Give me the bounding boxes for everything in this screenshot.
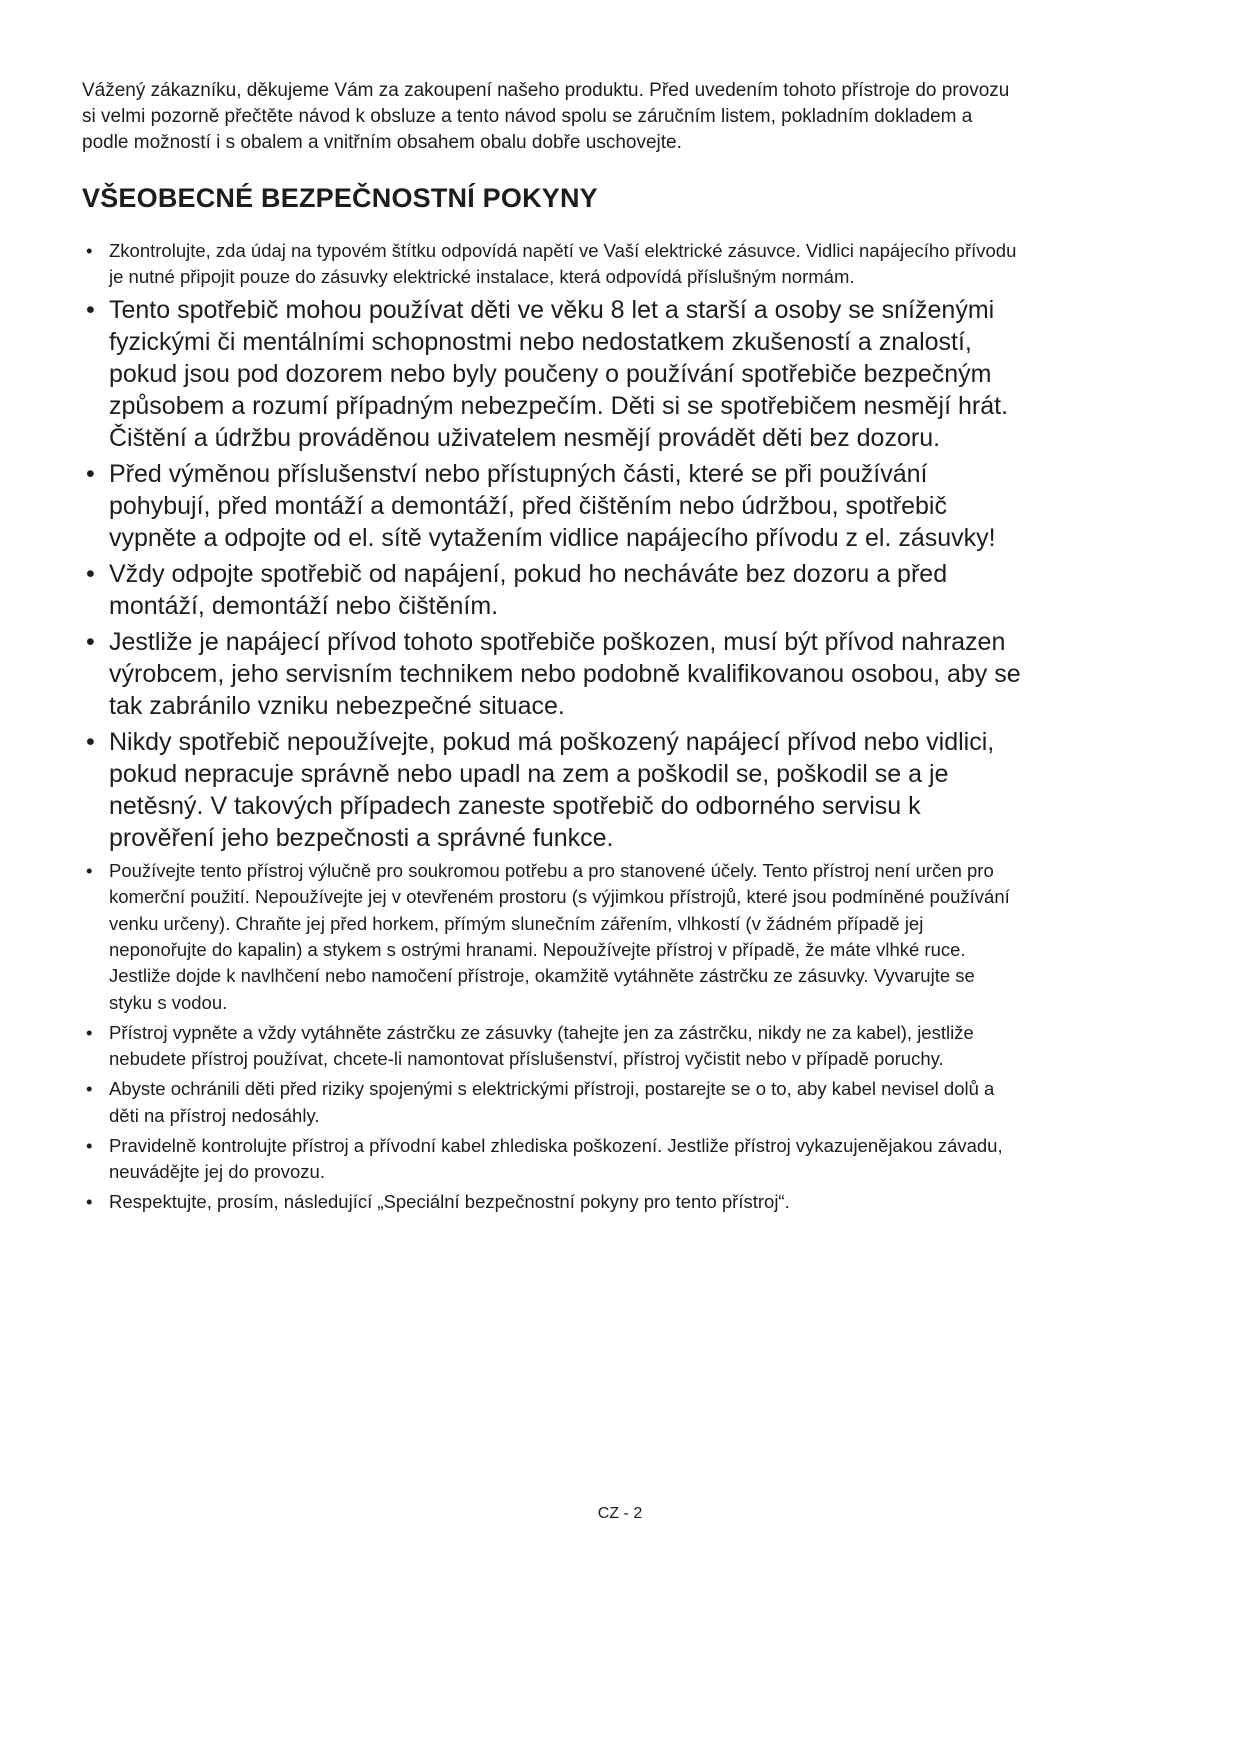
list-item: • Pravidelně kontrolujte přístroj a přívodní kabel zhlediska poškození. Jestliže přístroj vykazujenějakou závadu, neuvádějte jej do provozu. xyxy=(82,1133,1022,1186)
list-item: • Tento spotřebič mohou používat děti ve věku 8 let a starší a osoby se sníženými fyzickými či mentálními schopnostmi nebo nedostatkem zkušeností a znalostí, pokud jsou pod dozorem nebo byly poučeny o používání spotřebiče bezpečným způsobem a rozumí případným nebezpečím. Děti si se spotřebičem nesmějí hrát. Čištění a údržbu prováděnou uživatelem nesmějí provádět děti bez dozoru. xyxy=(82,294,1022,454)
safety-instructions-list xyxy=(82,238,1022,1216)
intro-paragraph: Vážený zákazníku, děkujeme Vám za zakoupení našeho produktu. Před uvedením tohoto přístroje do provozu si velmi pozorně přečtěte návod k obsluze a tento návod spolu se záručním listem, pokladním dokladem a podle možností i s obalem a vnitřním obsahem obalu dobře uschovejte. xyxy=(82,80,1010,154)
list-item: • Zkontrolujte, zda údaj na typovém štítku odpovídá napětí ve Vaší elektrické zásuvce. Vidlici napájecího přívodu je nutné připojit pouze do zásuvky elektrické instalace, která odpovídá příslušným normám. xyxy=(82,238,1022,291)
list-item: • Abyste ochránili děti před riziky spojenými s elektrickými přístroji, postarejte se o to, aby kabel nevisel dolů a děti na přístroj nedosáhly. xyxy=(82,1076,1022,1129)
list-item: • Používejte tento přístroj výlučně pro soukromou potřebu a pro stanovené účely. Tento přístroj není určen pro komerční použití. Nepoužívejte jej v otevřeném prostoru (s výjimkou přístrojů, které jsou podmíněné používání venku určeny). Chraňte jej před horkem, přímým slunečním zářením, vlhkostí (v žádném případě jej neponořujte do kapalin) a stykem s ostrými hranami. Nepoužívejte přístroj v případě, že máte vlhké ruce. Jestliže dojde k navlhčení nebo namočení přístroje, okamžitě vytáhněte zástrčku ze zásuvky. Vyvarujte se styku s vodou. xyxy=(82,858,1022,1016)
section-heading: VŠEOBECNÉ BEZPEČNOSTNÍ POKYNY xyxy=(82,182,598,213)
list-item: • Nikdy spotřebič nepoužívejte, pokud má poškozený napájecí přívod nebo vidlici, pokud nepracuje správně nebo upadl na zem a poškodil se, poškodil se a je netěsný. V takových případech zaneste spotřebič do odborného servisu k prověření jeho bezpečnosti a správné funkce. xyxy=(82,726,1022,854)
list-item: • Jestliže je napájecí přívod tohoto spotřebiče poškozen, musí být přívod nahrazen výrobcem, jeho servisním technikem nebo podobně kvalifikovanou osobou, aby se tak zabránilo vzniku nebezpečné situace. xyxy=(82,626,1022,722)
page-number: CZ - 2 xyxy=(597,1505,643,1522)
list-item: • Před výměnou příslušenství nebo přístupných části, které se při používání pohybují, před montáží a demontáží, před čištěním nebo údržbou, spotřebič vypněte a odpojte od el. sítě vytažením vidlice napájecího přívodu z el. zásuvky! xyxy=(82,458,1022,554)
list-item: • Vždy odpojte spotřebič od napájení, pokud ho necháváte bez dozoru a před montáží, demontáží nebo čištěním. xyxy=(82,558,1022,622)
list-item: • Přístroj vypněte a vždy vytáhněte zástrčku ze zásuvky (tahejte jen za zástrčku, nikdy ne za kabel), jestliže nebudete přístroj používat, chcete-li namontovat příslušenství, přístroj vyčistit nebo v případě poruchy. xyxy=(82,1020,1022,1073)
list-item: • Respektujte, prosím, následující „Speciální bezpečnostní pokyny pro tento přístroj“. xyxy=(82,1189,1022,1215)
